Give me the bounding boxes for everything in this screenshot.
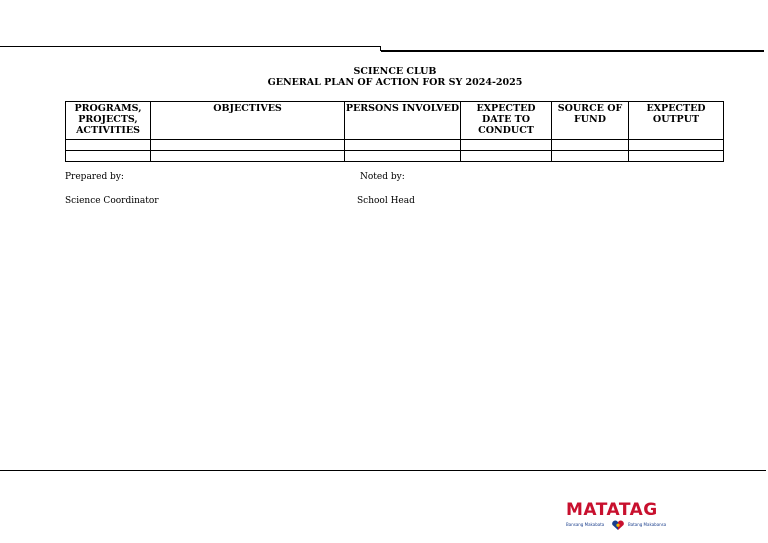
prepared-by-role: Science Coordinator — [65, 196, 159, 206]
logo-tagline — [566, 520, 676, 532]
table-cell[interactable] — [151, 151, 345, 162]
column-header-source-of-fund: SOURCE OF FUND — [552, 102, 629, 140]
table-row — [66, 151, 724, 162]
table-cell[interactable] — [151, 140, 345, 151]
noted-by-label: Noted by: — [360, 172, 405, 182]
logo-tagline-left: Bansang Makabata — [566, 522, 605, 527]
table-cell[interactable] — [461, 140, 552, 151]
table-cell[interactable] — [552, 140, 629, 151]
top-rule-left — [0, 46, 381, 47]
top-rule-right — [381, 50, 764, 52]
table-row — [66, 140, 724, 151]
table-cell[interactable] — [66, 151, 151, 162]
column-header-expected-output: EXPECTED OUTPUT — [629, 102, 724, 140]
table-header-row — [66, 102, 724, 140]
table-cell[interactable] — [629, 151, 724, 162]
table-cell[interactable] — [461, 151, 552, 162]
prepared-by-label: Prepared by: — [65, 172, 124, 182]
column-header-persons-involved: PERSONS INVOLVED — [345, 102, 461, 140]
column-header-expected-date: EXPECTED DATE TO CONDUCT — [461, 102, 552, 140]
title-line-1: SCIENCE CLUB — [353, 66, 437, 77]
logo-tagline-right: Batang Makabansa — [628, 522, 667, 527]
table-cell[interactable] — [629, 140, 724, 151]
column-header-programs: PROGRAMS, PROJECTS, ACTIVITIES — [66, 102, 151, 140]
noted-by-role: School Head — [357, 196, 415, 206]
table-cell[interactable] — [345, 140, 461, 151]
table-cell[interactable] — [66, 140, 151, 151]
title-line-2: GENERAL PLAN OF ACTION FOR SY 2024-2025 — [267, 77, 523, 88]
column-header-objectives: OBJECTIVES — [151, 102, 345, 140]
matatag-logo — [566, 502, 676, 536]
logo-wordmark: MATATAG — [566, 500, 658, 520]
table-cell[interactable] — [552, 151, 629, 162]
document-title — [0, 66, 768, 88]
plan-of-action-table — [65, 101, 724, 162]
table-cell[interactable] — [345, 151, 461, 162]
footer-rule — [0, 470, 766, 471]
heart-icon — [611, 520, 625, 531]
